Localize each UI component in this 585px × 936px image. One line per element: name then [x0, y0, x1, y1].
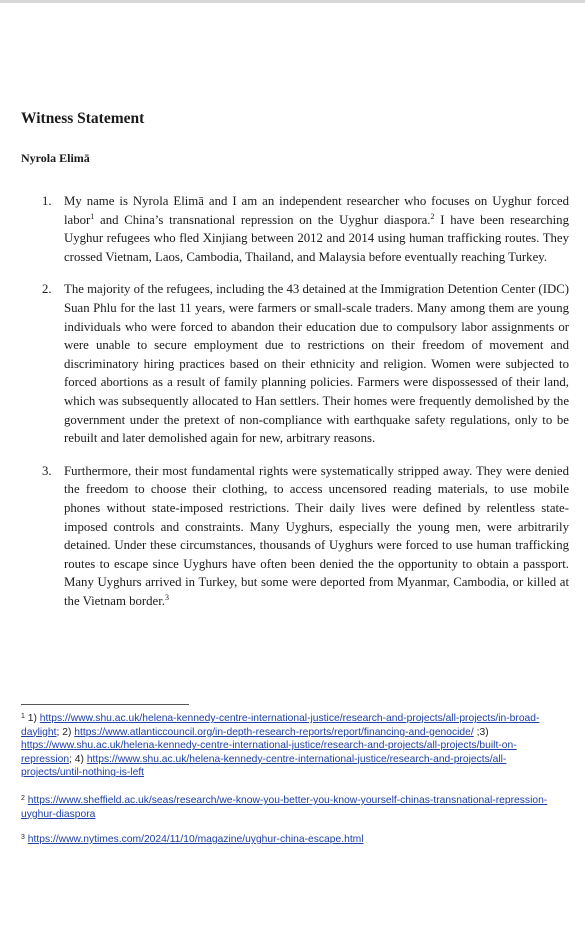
footnote-link[interactable]: https://www.sheffield.ac.uk/seas/research/we-know-you-better-you-know-yourself-chinas-transnational-repression-uyghur-diaspora: [21, 795, 548, 820]
footnote-link[interactable]: https://www.atlanticcouncil.org/in-depth-research-reports/report/financing-and-genocide/: [74, 726, 474, 738]
paragraph-1: [42, 192, 569, 266]
top-border: [0, 0, 585, 3]
footnote-ref: 3: [165, 592, 169, 602]
footnote-link[interactable]: https://www.shu.ac.uk/helena-kennedy-centre-international-justice/research-and-projects/all-projects/until-nothing-is-left: [21, 753, 507, 779]
footnote-3: $^3$ https://www.nytimes.com/2024/11/10/magazine/uyghur-china-escape.html: [21, 834, 364, 845]
paragraph-2: [42, 280, 569, 447]
footnote-link[interactable]: https://www.shu.ac.uk/helena-kennedy-centre-international-justice/research-and-projects/all-projects/built-on-repression: [21, 740, 517, 765]
footnote-ref: 2: [430, 211, 435, 221]
paragraph-number: 2.: [42, 282, 52, 297]
footnote-link[interactable]: https://www.nytimes.com/2024/11/10/magazine/uyghur-china-escape.html: [27, 834, 364, 845]
paragraph-number: 1.: [42, 194, 52, 208]
footnote-link[interactable]: https://www.shu.ac.uk/helena-kennedy-centre-international-justice/research-and-projects/all-projects/in-broad-daylight: [21, 713, 540, 738]
footnote-1: $^1$ 1) https://www.shu.ac.uk/helena-kennedy-centre-international-justice/research-and-projects/all-projects/in-broad-daylight; 2) https://www.atlanticcouncil.org/in-depth-research-reports/report/financing-and-genocide/ ;3) https://www.shu.ac.uk/helena-kennedy-centre-international-justice/research-and-projects/all-projects/built-on-repression; 4) https://www.shu.ac.uk/helena-kennedy-centre-international-justice/research-and-projects/all-projects/until-nothing-is-left: [21, 713, 540, 779]
footnote-ref: 1: [90, 211, 95, 221]
paragraph-text: The majority of the refugees, including the 43 detained at the Immigration Detention Center (IDC) Suan Phlu for the last 11 years, were farmers or small-scale traders. Many among them are young individuals who were forced to abandon their education due to compulsory labor assignments or were unable to secure employment due to restrictions on their freedom of movement and discriminatory hiring practices based on their ethnicity and religion. Women were subjected to forced abortions as a result of family planning policies. Farmers were dispossessed of their land, which was subsequently allocated to Han settlers. Their homes were frequently demolished by the government under the pretext of non-compliance with earthquake safety regulations, only to be rebuilt and later demolished again for new, arbitrary reasons.: [64, 282, 569, 446]
statement-paragraphs: [42, 192, 569, 624]
footnote-2: $^2$ https://www.sheffield.ac.uk/seas/research/we-know-you-better-you-know-yourself-chinas-transnational-repression-uyghur-diaspora: [21, 795, 548, 820]
paragraph-number: 3.: [42, 463, 52, 478]
author-name: Nyrola Elimā: [21, 151, 90, 165]
paragraph-text: Furthermore, their most fundamental rights were systematically stripped away. They were denied the freedom to choose their clothing, to access uncensored reading materials, to use mobile phones without state-imposed restrictions. Their daily lives were defined by relentless state-imposed controls and constraints. Many Uyghurs, especially the young men, were arbitrarily detained. Under these circumstances, thousands of Uyghurs were forced to use human trafficking routes to escape since Uyghurs have often been denied the the opportunity to obtain a passport. Many Uyghurs arrived in Turkey, but some were deported from Myanmar, Cambodia, or killed at the Vietnam border.$^3$: [64, 463, 569, 608]
paragraph-3: [42, 462, 569, 611]
footnote-separator: [21, 704, 189, 705]
paragraph-text: My name is Nyrola Elimā and I am an independent researcher who focuses on Uyghur forced labor$^1$ and China’s transnational repression on the Uyghur diaspora.$^2$ I have been researching Uyghur refugees who fled Xinjiang between 2012 and 2014 using human trafficking routes. They crossed Vietnam, Laos, Cambodia, Thailand, and Malaysia before eventually reaching Turkey.: [64, 194, 569, 264]
page-title: Witness Statement: [21, 110, 145, 127]
